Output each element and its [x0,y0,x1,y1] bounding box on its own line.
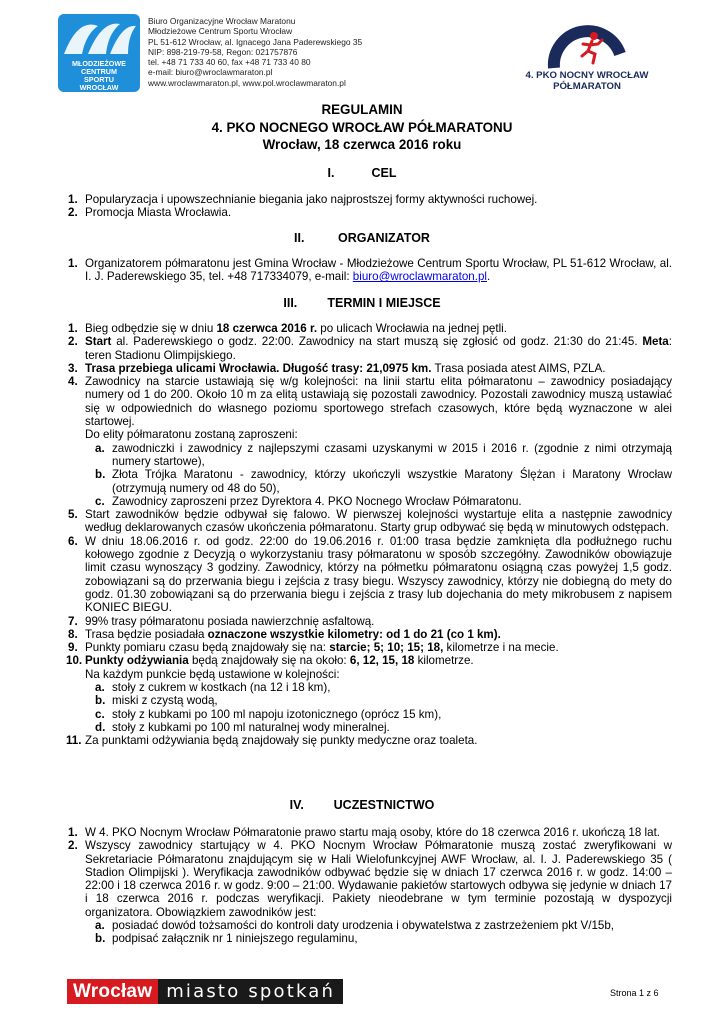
list-item [68,615,672,628]
sub-item-letter: a. [95,681,105,695]
item-text-bold: Meta [642,335,669,349]
list-item [68,206,672,219]
title-line2: 4. PKO NOCNEGO WROCŁAW PÓŁMARATONU [211,119,513,135]
list-item [68,257,672,284]
list-item [68,322,672,335]
item-number: 3. [68,361,78,375]
list-item [68,375,672,428]
section-number: I. [327,166,335,180]
list-item-intro [68,668,672,681]
mcs-logo [58,14,140,92]
item-text: : teren Stadionu Olimpijskiego. [85,335,672,362]
item-number: 11. [66,734,82,748]
section-heading-organizator [0,231,724,245]
list-item [68,193,672,206]
sub-item-text: miski z czystą wodą, [112,694,218,708]
section-heading-cel [0,166,724,180]
item-text: W dniu 18.06.2016 r. od godz. 22:00 do 19.06.2016 r. 01:00 trasa będzie zamknięta dla podłużnego ruchu kołowego zgodnie z Decyzją o wykorzystaniu trasy półmaratonu w sposób szczegółny. Zawodników obowiązuje limit czasu wynoszący 3 godziny. Zawodnicy, którzy na półmetku półmaratonu osiągną czas powyżej 1,5 godz. zobowiązani są do przerwania biegu i zejścia z trasy biegu. Wszyscy zawodnicy, którzy nie dobiegną do mety do godz. 01.30 zobowiązani są do przerwania biegu i zejścia z trasy lub dojechania do mety mikrobusem z napisem KONIEC BIEGU. [85,534,672,615]
item-text-bold: Trasa przebiega ulicami Wrocławia. Długość trasy: 21,0975 km. [85,361,432,375]
sub-item-letter: b. [95,468,106,482]
list-item [68,628,672,641]
org-line: e-mail: biuro@wroclawmaraton.pl [148,67,273,78]
item-text: Start zawodników będzie odbywał się falowo. W pierwszej kolejności wystartuje elita a następnie zawodnicy według deklarowanych czasów ukończenia półmaratonu. Starty grup odbywać się będą w minutowych odstępach. [85,508,672,535]
org-line: www.wroclawmaraton.pl, www.pol.wroclawmaraton.pl [148,77,346,88]
item-text: Wszyscy zawodnicy startujący w 4. PKO Nocnym Wrocław Półmaratonie muszą zostać zweryfikowani w Sekretariacie Półmaratonu znajdującym się w Hali Wielofunkcyjnej AWF Wrocław, al. I. J. Paderewskiego 35 ( Stadion Olimpijski ). Weryfikacja zawodników odbywać będzie się w dniach 17 czerwca 2016 r. w godz. 14:00 – 22:00 i 18 czerwca 2016 r. w godz. 9:00 – 21:00. Wydawanie pakietów startowych odbywa się jedynie w dniach 17 i 18 czerwca 2016 r. podczas weryfikacji. Pakiety nieodebrane w tym terminie pozostają w dyspozycji organizatora. Obowiązkiem zawodników jest: [85,839,672,919]
section-title: UCZESTNICTWO [333,798,435,812]
page-number: Strona 1 z 6 [610,988,659,998]
item-text: Za punktami odżywiania będą znajdowały się punkty medyczne oraz toaleta. [85,734,478,748]
item-text: Trasa posiada atest AIMS, PZLA. [431,361,606,375]
item-number: 10. [66,654,83,668]
sub-item-text: stoły z cukrem w kostkach (na 12 i 18 km), [112,681,331,695]
item-number: 6. [68,534,78,548]
event-logo-line1: 4. PKO NOCNY WROCŁAW [525,70,649,81]
item-text: Zawodnicy na starcie ustawiają się w/g kolejności: na linii startu elita półmaratonu – zawodnicy posiadający numery od 1 do 200. Około 10 m za elitą ustawiają się pozostali zawodnicy. Pozostali zawodnicy muszą ustawiać się w odpowiednich do własnego poziomu sportowego strefach czasowych, które będą wyznaczone w alei startowej. [85,375,672,429]
event-logo-caption [505,70,669,92]
list-item [68,839,672,919]
city-brand-logo [67,979,343,1004]
section-title: ORGANIZATOR [338,231,430,245]
item-text: Punkty pomiaru czasu będą znajdowały się na: [85,641,330,655]
item-text-bold: 6, 12, 15, 18 [349,654,415,668]
sub-item-letter: a. [95,441,105,455]
item-text: al. Paderewskiego o godz. 22:00. Zawodnicy na start muszą się zgłosić od godz. 21:30 do 21:45. [111,335,643,349]
section-title: TERMIN I MIEJSCE [327,296,441,310]
list-item [68,335,672,362]
sub-item-text: stoły z kubkami po 100 ml napoju izotonicznego (oprócz 15 km), [112,707,442,721]
item-text: po ulicach Wrocławia na jednej pętli. [317,322,507,335]
sub-item-letter: d. [95,720,106,734]
sub-item-text: Złota Trójka Maratonu - zawodnicy, którzy ukończyli wszystkie Maratony Ślężan i Maratony Wrocław (otrzymują numery od 48 do 50), [112,468,672,495]
list-item [68,734,672,747]
org-line: Młodzieżowe Centrum Sportu Wrocław [148,26,293,37]
list-item [68,654,672,667]
list-item [68,535,672,615]
mcs-logo-text-3: SPORTU [84,75,114,84]
item-text: Popularyzacja i upowszechnianie biegania jako najprostszej formy aktywności ruchowej. [85,193,538,206]
section-organizator-body [68,257,672,284]
item-text-bold: oznaczone wszystkie kilometry: od 1 do 21 (co 1 km). [207,627,501,641]
item-number: 9. [68,641,78,655]
item-text-bold: Punkty odżywiania [85,654,189,668]
item-number: 2. [68,335,78,349]
document-title [0,101,724,154]
item-number: 4. [68,375,78,389]
section-title: CEL [371,166,397,180]
item-number: 1. [68,193,78,206]
item-text: Trasa będzie posiadała [85,627,208,641]
section-termin-body [68,322,672,748]
item-text: Na każdym punkcie będą ustawione w kolejności: [85,667,340,681]
item-number: 5. [68,508,78,522]
item-text-bold: starcie; 5; 10; 15; 18, [329,641,444,655]
list-item [68,641,672,654]
item-text-bold: Start [85,335,112,349]
list-item [68,508,672,535]
section-number: III. [283,296,298,310]
sub-item [68,468,672,495]
item-number: 1. [68,322,78,335]
org-line: Biuro Organizacyjne Wrocław Maratonu [148,16,296,26]
sub-item-letter: b. [95,694,106,708]
sub-item [68,932,672,945]
item-number: 1. [68,826,78,839]
brand-slogan: miasto spotkań [158,979,343,1004]
item-text-end: . [487,270,491,284]
sub-item [68,919,672,932]
item-text: Organizatorem półmaratonu jest Gmina Wrocław - Młodzieżowe Centrum Sportu Wrocław, PL 51-612 Wrocław, al. I. J. Paderewskiego 35, tel. +48 717334079, e-mail: [85,257,672,284]
sub-item [68,708,672,721]
item-number: 2. [68,839,78,853]
sub-item-letter: c. [95,494,105,508]
sub-item-text: posiadać dowód tożsamości do kontroli daty urodzenia i obywatelstwa z zastrzeżeniem pkt V/15b, [112,919,615,933]
list-item [68,826,672,839]
section-cel-body [68,193,672,220]
sub-item [68,495,672,508]
sub-item-letter: c. [95,707,105,721]
email-link[interactable]: biuro@wroclawmaraton.pl [352,270,487,284]
section-number: II. [294,231,305,245]
item-text-bold: 18 czerwca 2016 r. [216,322,318,335]
item-number: 7. [68,614,78,628]
sub-item-text: zawodniczki i zawodnicy z najlepszymi czasami uzyskanymi w 2015 i 2016 r. (zgodnie z nimi otrzymają numery startowe), [112,441,672,468]
sub-item-letter: a. [95,919,105,933]
item-text: Do elity półmaratonu zostaną zaproszeni: [85,428,298,442]
mcs-logo-text-4: WROCŁAW [79,83,119,92]
section-heading-termin [0,296,724,310]
item-text: W 4. PKO Nocnym Wrocław Półmaratonie prawo startu mają osoby, które do 18 czerwca 2016 r. ukończą 18 lat. [85,826,661,839]
item-text: 99% trasy półmaratonu posiada nawierzchnię asfaltową. [85,614,375,628]
sub-item-text: podpisać załącznik nr 1 niniejszego regulaminu, [112,932,358,946]
item-text: kilometrze i na mecie. [443,641,559,655]
event-logo-line2: PÓŁMARATON [553,81,621,92]
title-line1: REGULAMIN [321,102,403,117]
item-text: kilometrze. [414,654,474,668]
org-line: NIP: 898-219-79-58, Regon: 021757876 [148,46,298,57]
org-line: PL 51-612 Wrocław, al. Ignacego Jana Paderewskiego 35 [148,36,363,47]
section-heading-uczestnictwo [0,798,724,812]
item-number: 2. [68,206,78,220]
item-text: będą znajdowały się na około: [188,654,350,668]
sub-item-text: stoły z kubkami po 100 ml naturalnej wody mineralnej. [112,720,390,734]
sub-item [68,442,672,469]
brand-city-name: Wrocław [67,979,158,1004]
item-text: Bieg odbędzie się w dniu [85,322,217,335]
list-item [68,362,672,375]
sub-item [68,721,672,734]
list-item-intro [68,428,672,441]
item-number: 1. [68,257,78,270]
section-uczestnictwo-body [68,826,672,946]
section-number: IV. [289,798,304,812]
title-line3: Wrocław, 18 czerwca 2016 roku [262,137,462,152]
sub-item [68,681,672,694]
item-text: Promocja Miasta Wrocławia. [85,206,232,220]
item-number: 8. [68,627,78,641]
sub-item [68,694,672,707]
mcs-logo-text-2: CENTRUM [81,67,117,76]
sub-item-letter: b. [95,932,106,946]
mcs-logo-text-1: MŁODZIEŻOWE [72,59,126,68]
org-line: tel. +48 71 733 40 60, fax +48 71 733 40 80 [148,57,311,68]
organizer-address [148,16,362,88]
sub-item-text: Zawodnicy zaproszeni przez Dyrektora 4. PKO Nocnego Wrocław Półmaratonu. [112,494,522,508]
